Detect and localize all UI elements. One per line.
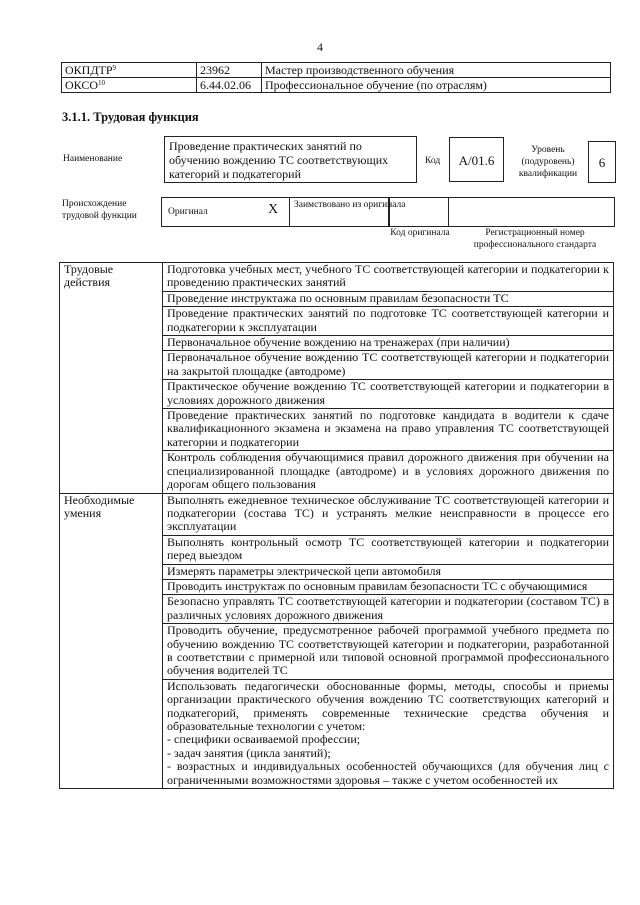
codes-table [61,62,611,93]
codes-row [62,63,611,78]
row-item: Контроль соблюдения обучающимися правил дорожного движения при обучении на специализированной площадке (автодроме) и в условиях дорожного движения по дорогам общего пользования [163,451,614,493]
code-value: 6.44.02.06 [197,78,262,93]
row-item: Проведение инструктажа по основным правилам безопасности ТС [163,291,614,306]
original-mark: X [268,202,279,217]
code-name: Профессиональное обучение (по отраслям) [262,78,611,93]
name-label: Наименование [63,154,123,164]
origin-label: Происхождение трудовой функции [62,199,137,221]
page-number: 4 [317,40,323,54]
row-item: Практическое обучение вождению ТС соответствующей категории и подкатегории в условиях дорожного движения [163,380,614,409]
row-item: Подготовка учебных мест, учебного ТС соответствующей категории и подкатегории к проведению практических занятий [163,263,614,292]
row-item: Проводить обучение, предусмотренное рабочей программой учебного предмета по обучению вождению ТС соответствующей категории и подкатегории, разработанной в соответствии с примерной или типовой основной программой профессионального обучения водителей ТС [163,624,614,680]
borrowed-label: Заимствовано из оригинала [294,200,406,210]
level-label: Уровень (подуровень) квалификации [518,145,578,179]
reg-number-caption: Регистрационный номер профессионального стандарта [473,228,597,250]
row-item: Проведение практических занятий по подготовке ТС соответствующей категории и подкатегории к эксплуатации [163,307,614,336]
footnote-ref: 10 [98,79,106,87]
codes-row [62,78,611,93]
row-category: Необходимые умения [60,493,163,789]
function-name-box: Проведение практических занятий по обучению вождению ТС соответствующих категорий и подкатегорий [164,136,417,183]
original-code-box [389,197,449,227]
code-value: 23962 [197,63,262,78]
function-code-box: A/01.6 [449,137,504,182]
table-row [60,263,614,292]
row-item: Выполнять ежедневное техническое обслуживание ТС соответствующей категории и подкатегории (состава ТС) и устранять мелкие неисправности в процессе его эксплуатации [163,493,614,535]
footnote-ref: 9 [112,64,117,72]
row-item: Безопасно управлять ТС соответствующей категории и подкатегории (составом ТС) в различных условиях дорожного движения [163,595,614,624]
row-item: Использовать педагогически обоснованные формы, методы, способы и приемы организации практического обучения вождению ТС соответствующих категорий и подкатегорий, применять современные технические средства обучения и образовательные технологии с учетом: - специфики осваиваемой профессии; - задач занятия (цикла занятий); - возрастных и индивидуальных особенностей обучающихся (для обучения лиц с ограниченными возможностями здоровья – также с учетом особенностей их [163,679,614,788]
row-item: Измерять параметры электрической цепи автомобиля [163,564,614,579]
table-row [60,493,614,535]
code-label: Код [425,156,441,166]
code-type: ОКСО [65,78,99,92]
row-item: Выполнять контрольный осмотр ТС соответствующей категории и подкатегории перед выездом [163,535,614,564]
original-label: Оригинал [168,207,208,217]
reg-number-box [448,197,615,227]
code-type: ОКПДТР [65,63,113,77]
row-item: Первоначальное обучение вождению на тренажерах (при наличии) [163,336,614,351]
code-name: Мастер производственного обучения [262,63,611,78]
section-title: 3.1.1. Трудовая функция [62,110,199,124]
function-details-table [59,262,614,789]
row-item: Проведение практических занятий по подготовке кандидата в водители к сдаче квалификационного экзамена и экзамена на право управления ТС соответствующей категории и подкатегории [163,409,614,451]
original-code-caption: Код оригинала [390,228,450,238]
level-value-box: 6 [588,141,616,183]
row-item: Проводить инструктаж по основным правилам безопасности ТС с обучающимися [163,579,614,594]
origin-divider [289,197,290,227]
code-type-cell [62,63,197,78]
code-type-cell [62,78,197,93]
row-category: Трудовые действия [60,263,163,494]
row-item: Первоначальное обучение вождению ТС соответствующей категории и подкатегории на закрытой площадке (автодроме) [163,351,614,380]
